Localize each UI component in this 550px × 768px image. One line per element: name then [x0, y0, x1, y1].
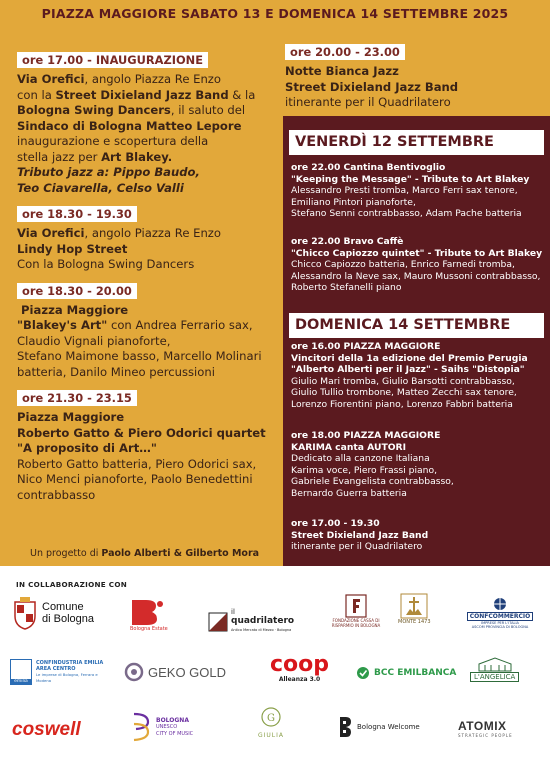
text: Claudio Vignali pianoforte, [17, 333, 171, 348]
event-title: "Blakey's Art" [17, 318, 108, 332]
project-credit [30, 548, 259, 559]
event-title: Notte Bianca Jazz [285, 64, 399, 78]
text: itinerante per il Quadrilatero [285, 95, 451, 109]
monte-icon [400, 593, 428, 619]
logo-text: GIULIA [258, 732, 285, 739]
time-tag: ore 17.00 - INAUGURAZIONE [17, 52, 208, 68]
bologna-estate-icon [130, 598, 164, 626]
event-time: ore 16.00 PIAZZA MAGGIORE [291, 341, 441, 352]
logo-text: CITY OF MUSIC [156, 730, 194, 737]
text: Un progetto di [30, 548, 102, 559]
logo-text: Antico Mercato di Mezzo · Bologna [231, 628, 292, 632]
venue-detail: , angolo Piazza Re Enzo [84, 72, 221, 86]
logo-text: Bologna Estate [130, 626, 168, 632]
logo-text: emilia [11, 679, 31, 684]
event-subtitle: "Alberto Alberti per il Jazz" - Saihs "Distopia" [291, 364, 525, 376]
logo-text: coswell [12, 719, 81, 740]
event-cantina-bentivoglio [291, 162, 547, 220]
unesco-music-icon [130, 712, 152, 742]
text: Alessandro Presti tromba, Marco Ferri sax tenore, [291, 185, 518, 197]
time-tag: ore 18.30 - 20.00 [17, 283, 137, 299]
event-title: Lindy Hop Street [17, 241, 128, 256]
band-name: Street Dixieland Jazz Band [285, 79, 459, 94]
event-title: "Keeping the Message" - Tribute to Art Blakey [291, 173, 530, 185]
coat-of-arms-icon [12, 596, 38, 630]
text: batteria, Danilo Mineo percussioni [17, 364, 215, 379]
logo-bologna-welcome [338, 716, 420, 738]
event-premio-perugia [291, 341, 547, 411]
logo-comune-bologna [12, 596, 94, 630]
time-tag: ore 18.30 - 19.30 [17, 206, 137, 222]
logo-text: Alleanza 3.0 [278, 676, 321, 683]
text: Alessandro la Neve sax, Mauro Mussoni contrabbasso, [291, 270, 541, 282]
time-tag: ore 20.00 - 23.00 [285, 44, 405, 60]
logo-geko-gold [124, 662, 226, 682]
text: con Andrea Ferrario sax, [107, 318, 253, 332]
event-blakeys-art [17, 283, 282, 381]
logo-text: STRATEGIC PEOPLE [458, 733, 513, 738]
text: Chicco Capiozzo batteria, Enrico Farnedi tromba, [291, 259, 515, 271]
logo-text: BOLOGNA [156, 716, 189, 724]
logo-coop [270, 654, 329, 683]
venue-detail: , angolo Piazza Re Enzo [84, 226, 221, 240]
text: Karima voce, Piero Frassi piano, [291, 464, 438, 476]
logo-fondazione-carisbo [326, 594, 386, 628]
event-karima [291, 430, 547, 500]
logo-text: Le imprese di Bologna, Ferrara e Modena [36, 672, 98, 683]
side-program-panel [283, 116, 550, 566]
day-header-friday: VENERDÌ 12 SETTEMBRE [289, 130, 544, 155]
credit-names: Paolo Alberti & Gilberto Mora [101, 548, 260, 559]
logo-text: ATOMIX [458, 719, 507, 733]
text: & la [228, 87, 256, 102]
event-title: Roberto Gatto & Piero Odorici quartet [17, 425, 266, 440]
logo-bcc-emilbanca [356, 666, 456, 680]
text: inaugurazione e scopertura della [17, 134, 209, 148]
logo-text: IMPRESE PER L'ITALIA [481, 621, 519, 625]
venue-text: Piazza Maggiore [17, 302, 129, 317]
giulia-icon [260, 706, 282, 732]
event-title: Street Dixieland Jazz Band [291, 529, 429, 541]
tribute-text: Tributo jazz a: Pippo Baudo, [17, 165, 200, 179]
event-title: KARIMA canta AUTORI [291, 441, 407, 453]
text: Nico Menci pianoforte, Paolo Benedettini [17, 472, 253, 486]
text: Giulio Mari tromba, Giulio Barsotti contrabbasso, [291, 375, 515, 387]
logo-text: Comune [42, 601, 84, 613]
text: Lorenzo Fiorentini piano, Lorenzo Fabbri batteria [291, 398, 513, 410]
text: Giulio Tullio trombone, Matteo Zecchi sax tenore, [291, 387, 517, 399]
poster-headline: PIAZZA MAGGIORE SABATO 13 E DOMENICA 14 SETTEMBRE 2025 [41, 6, 509, 21]
logo-angelica [470, 656, 519, 682]
venue-text: Via Orefici [17, 226, 85, 240]
logo-text: L'ANGELICA [470, 672, 519, 682]
logo-text: il [231, 608, 235, 616]
event-inaugurazione [17, 52, 282, 196]
logo-monte [398, 593, 431, 625]
venue-text: Piazza Maggiore [17, 410, 125, 424]
text: Emiliano Pintori pianoforte, [291, 196, 416, 208]
logo-text: coop [270, 652, 330, 677]
time-tag: ore 21.30 - 23.15 [17, 390, 137, 406]
collaboration-title: IN COLLABORAZIONE CON [16, 580, 128, 589]
text: con la [17, 87, 56, 102]
text: itinerante per il Quadrilatero [291, 541, 423, 553]
event-time: ore 18.00 PIAZZA MAGGIORE [291, 430, 441, 441]
event-time: ore 22.00 Bravo Caffè [291, 236, 404, 247]
logo-text: GEKO GOLD [148, 664, 227, 680]
logo-text: BCC EMILBANCA [374, 668, 457, 678]
bcc-icon [356, 666, 370, 680]
logo-atomix [458, 719, 513, 738]
logo-text: UNESCO [156, 723, 178, 730]
confcommercio-icon [489, 596, 511, 612]
logo-confcommercio [462, 596, 538, 629]
logo-bologna-estate [130, 598, 168, 632]
text: Roberto Stefanelli piano [291, 282, 402, 294]
fondazione-icon [345, 594, 367, 618]
logo-text: quadrilatero [231, 616, 295, 626]
text: Bernardo Guerra batteria [291, 487, 407, 499]
band-name: Street Dixieland Jazz Band [55, 87, 229, 102]
text: Stefano Senni contrabbasso, Adam Pache batteria [291, 208, 522, 220]
event-bravo-caffe [291, 236, 547, 294]
text: Stefano Maimone basso, Marcello Molinari [17, 349, 262, 363]
logo-text: ASCOM PROVINCIA DI BOLOGNA [471, 625, 529, 629]
event-subtitle: "A proposito di Art…" [17, 441, 157, 455]
text: , il saluto del [170, 103, 246, 117]
left-column [17, 52, 282, 513]
event-title: Vincitori della 1a edizione del Premio Perugia [291, 352, 528, 364]
svg-text:G: G [267, 713, 276, 724]
event-lindy-hop [17, 206, 282, 273]
text: Con la Bologna Swing Dancers [17, 257, 195, 271]
text: contrabbasso [17, 487, 96, 502]
logo-text: CONFINDUSTRIA EMILIA [36, 660, 104, 666]
event-time: ore 22.00 Cantina Bentivoglio [291, 162, 446, 173]
logo-text: MONTE 1473 [398, 619, 431, 625]
tribute-text: Teo Ciavarella, Celso Valli [17, 180, 184, 195]
venue-text: Via Orefici [17, 72, 85, 86]
angelica-building-icon [477, 656, 513, 672]
event-gatto-odorici [17, 390, 282, 503]
event-street-dixieland [291, 518, 547, 553]
logo-text: CONFCOMMERCIO [467, 612, 534, 621]
bologna-welcome-icon [338, 716, 352, 738]
text: stella jazz per [17, 149, 102, 164]
logo-giulia [258, 706, 284, 739]
text: Dedicato alla canzone Italiana [291, 453, 430, 465]
logo-text: Bologna Welcome [357, 723, 420, 731]
geko-icon [124, 662, 144, 682]
logo-text: AREA CENTRO [36, 666, 76, 672]
event-notte-bianca [285, 44, 535, 111]
logo-confindustria-emilia [10, 659, 106, 685]
text: Gabriele Evangelista contrabbasso, [291, 476, 454, 488]
logo-quadrilatero [208, 608, 294, 635]
logo-coswell [12, 719, 81, 741]
event-time: ore 17.00 - 19.30 [291, 518, 380, 529]
event-title: "Chicco Capiozzo quintet" - Tribute to Art Blakey [291, 247, 543, 259]
text: Roberto Gatto batteria, Piero Odorici sax, [17, 456, 257, 471]
quadrilatero-icon [208, 612, 228, 632]
day-header-sunday: DOMENICA 14 SETTEMBRE [289, 313, 544, 338]
mayor-name: Sindaco di Bologna Matteo Lepore [17, 118, 242, 133]
artist-name: Art Blakey. [101, 149, 173, 164]
logo-bologna-unesco [130, 712, 193, 742]
logo-text: FONDAZIONE CASSA DI RISPARMIO IN BOLOGNA [331, 618, 381, 628]
logo-text: di Bologna [42, 613, 94, 625]
dancers-name: Bologna Swing Dancers [17, 103, 171, 117]
